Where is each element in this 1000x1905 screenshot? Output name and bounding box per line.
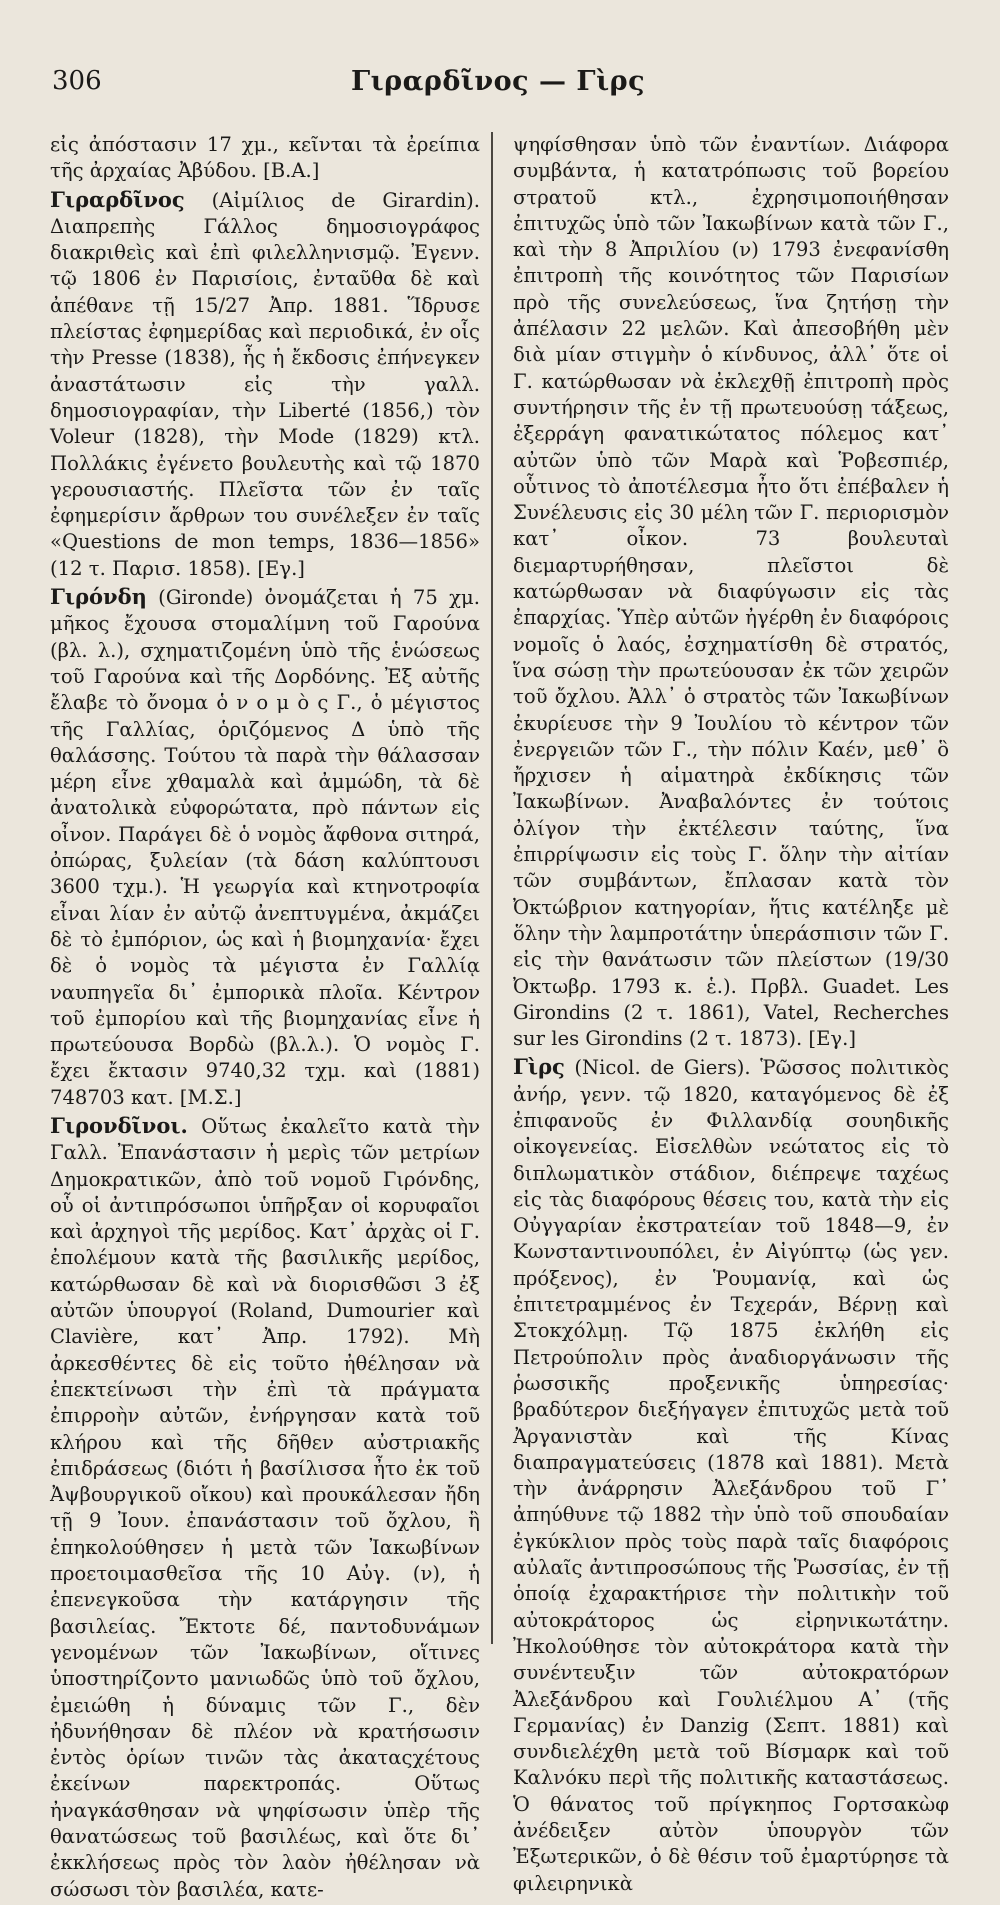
entry-headword: Γὶρς <box>513 1054 565 1080</box>
entry-text: (Nicol. de Giers). Ῥῶσσος πολιτικὸς ἀνήρ, γενν. τῷ 1820, καταγόμενος δὲ ἐξ ἐπιφανοῦς ἐν Φιλλανδίᾳ σουηδικῆς οἰκογενείας. Εἰσελθὼν νεώτατος εἰς τὸ διπλωματικὸν στάδιον, διέπρεψε ταχέως εἰς τὰς διαφόρους θέσεις του, κατὰ τὴν εἰς Οὐγγαρίαν ἐκστρατείαν τοῦ 1848—9, ἐν Κωνσταντινουπόλει, ἐν Αἰγύπτῳ (ὡς γεν. πρόξενος), ἐν Ῥουμανίᾳ, καὶ ὡς ἐπιτετραμμένος ἐν Τεχεράν, Βέρνῃ καὶ Στοκχόλμῃ. Τῷ 1875 ἐκλήθη εἰς Πετρούπολιν πρὸς ἀναδιοργάνωσιν τῆς ῥωσσικῆς προξενικῆς ὑπηρεσίας· βραδύτερον διεξήγαγεν ἐπιτυχῶς μετὰ τοῦ Ἀργανιστὰν καὶ τῆς Κίνας διαπραγματεύσεις (1878 καὶ 1881). Μετὰ τὴν ἀνάρρησιν Ἀλεξάνδρου τοῦ Γ᾽ ἀπηύθυνε τῷ 1882 τὴν ὑπὸ τοῦ σπουδαίαν ἐγκύκλιον πρὸς τοὺς παρὰ ταῖς διαφόροις αὐλαῖς ἀντιπροσώπους τῆς Ῥωσσίας, ἐν τῇ ὁποίᾳ ἐχαρακτήρισε τὴν πολιτικὴν τοῦ αὐτοκράτορος ὡς εἰρηνικωτάτην. Ἠκολούθησε τὸν αὐτοκράτορα κατὰ τὴν συνέντευξιν τῶν αὐτοκρατόρων Ἀλεξάνδρου καὶ Γουλιέλμου Α᾽ (τῆς Γερμανίας) ἐν Danzig (Σεπτ. 1881) καὶ συνδιελέχθη μετὰ τοῦ Βίσμαρκ καὶ τοῦ Καλνόκυ περὶ τῆς πολιτικῆς καταστάσεως. Ὁ θάνατος τοῦ πρίγκηπος Γορτσακὼφ ἀνέδειξεν αὐτὸν ὑπουργὸν τῶν Ἐξωτερικῶν, ὁ δὲ θέσιν τοῦ ἐμαρτύρησε τὰ φιλειρηνικὰ <box>513 1056 949 1895</box>
entry-text: (Gironde) ὀνομάζεται ἡ 75 χμ. μῆκος ἔχουσα στομαλίμνη τοῦ Γαρούνα (βλ. λ.), σχηματιζομένη ὑπὸ τῆς ἑνώσεως τοῦ Γαρούνα καὶ τῆς Δορδόνης. Ἐξ αὐτῆς ἔλαβε τὸ ὄνομα ὁ ν ο μ ὸ ς Γ., ὁ μέγιστος τῆς Γαλλίας, ὁριζόμενος Δ ὑπὸ τῆς θαλάσσης. Τούτου τὰ παρὰ τὴν θάλασσαν μέρη εἶνε χθαμαλὰ καὶ ἀμμώδη, τὰ δὲ ἀνατολικὰ εὐφορώτατα, πρὸ πάντων εἰς οἶνον. Παράγει δὲ ὁ νομὸς ἄφθονα σιτηρά, ὀπώρας, ξυλείαν (τὰ δάση καλύπτουσι 3600 τχμ.). Ἡ γεωργία καὶ κτηνοτροφία εἶναι λίαν ἐν αὐτῷ ἀνεπτυγμένα, ἀκμάζει δὲ τὸ ἐμπόριον, ὡς καὶ ἡ βιομηχανία· ἔχει δὲ ὁ νομὸς τὰ μέγιστα ἐν Γαλλίᾳ ναυπηγεῖα δι᾽ ἐμπορικὰ πλοῖα. Κέντρον τοῦ ἐμπορίου καὶ τῆς βιομηχανίας εἶνε ἡ πρωτεύουσα Βορδὼ (βλ.λ.). Ὁ νομὸς Γ. ἔχει ἔκτασιν 9740,32 τχμ. καὶ (1881) 748703 κατ. [Μ.Σ.] <box>50 586 480 1109</box>
paragraph-text: ψηφίσθησαν ὑπὸ τῶν ἐναντίων. Διάφορα συμβάντα, ἡ κατατρόπωσις τοῦ βορείου στρατοῦ κτλ., ἐχρησιμοποιήθησαν ἐπιτυχῶς ὑπὸ τῶν Ἰακωβίνων κατὰ τῶν Γ., καὶ τὴν 8 Ἀπριλίου (ν) 1793 ἐνεφανίσθη ἐπιτροπὴ τῆς κοινότητος τῶν Παρισίων πρὸ τῆς συνελεύσεως, ἵνα ζητήσῃ τὴν ἀπέλασιν 22 μελῶν. Καὶ ἀπεσοβήθη μὲν διὰ μίαν στιγμὴν ὁ κίνδυνος, ἀλλ᾽ ὅτε οἱ Γ. κατώρθωσαν νὰ ἐκλεχθῇ ἐπιτροπὴ πρὸς συντήρησιν τῆς ἐν τῇ πρωτευούσῃ τάξεως, ἐξερράγη φανατικώτατος πόλεμος κατ᾽ αὐτῶν ὑπὸ τῶν Μαρὰ καὶ Ῥοβεσπιέρ, οὗτινος τὸ ἀποτέλεσμα ἦτο ὅτι ἐπέβαλεν ἡ Συνέλευσις εἰς 30 μέλη τῶν Γ. περιορισμὸν κατ᾽ οἶκον. 73 βουλευταὶ διεμαρτυρήθησαν, πλεῖστοι δὲ κατώρθωσαν νὰ διαφύγωσιν εἰς τὰς ἐπαρχίας. Ὑπὲρ αὐτῶν ἠγέρθη ἐν διαφόροις νομοῖς ὁ λαός, ἐσχηματίσθη δὲ στρατός, ἵνα σώσῃ τὴν πρωτεύουσαν ἐκ τῶν χειρῶν τοῦ ὄχλου. Ἀλλ᾽ ὁ στρατὸς τῶν Ἰακωβίνων ἐκυρίευσε τὴν 9 Ἰουλίου τὸ κέντρον τῶν ἐνεργειῶν τῶν Γ., τὴν πόλιν Καέν, μεθ᾽ ὃ ἤρχισεν ἡ αἱματηρὰ ἐκδίκησις τῶν Ἰακωβίνων. Ἀναβαλόντες ἐν τούτοις ὀλίγον τὴν ἐκτέλεσιν ταύτης, ἵνα ἐπιρρίψωσιν εἰς τοὺς Γ. ὅλην τὴν αἰτίαν τῶν συμβάντων, ἔπλασαν κατὰ τὸν Ὀκτώβριον κατηγορίαν, ἥτις κατέληξε μὲ ὅλην τὴν λαμπροτάτην ὑπεράσπισιν τῶν Γ. εἰς τὴν θανάτωσιν τῶν πλείστων (19/30 Ὀκτωβρ. 1793 κ. ἑ.). Πρβλ. Guadet. Les Girondins (2 τ. 1861), Vatel, Recherches sur les Girondins (2 τ. 1873). [Εγ.] <box>513 133 949 1051</box>
paragraph <box>513 132 949 1052</box>
running-title: Γιραρδῖνος — Γὶρς <box>350 66 646 97</box>
paragraph-text: εἰς ἀπόστασιν 17 χμ., κεῖνται τὰ ἐρείπια τῆς ἀρχαίας Ἀβύδου. [Β.Α.] <box>50 133 480 183</box>
page-number: 306 <box>52 66 102 96</box>
entry-girondins <box>50 1113 480 1903</box>
right-column <box>513 132 949 1899</box>
entry-headword: Γιρόνδη <box>50 584 147 610</box>
entry-text: Οὕτως ἐκαλεῖτο κατὰ τὴν Γαλλ. Ἐπανάστασιν ἡ μερὶς τῶν μετρίων Δημοκρατικῶν, ἀπὸ τοῦ νομοῦ Γιρόνδης, οὗ οἱ ἀντιπρόσωποι ὑπῆρξαν οἱ κορυφαῖοι καὶ ἀρχηγοὶ τῆς μερίδος. Κατ᾽ ἀρχὰς οἱ Γ. ἐπολέμουν κατὰ τῆς βασιλικῆς μερίδος, κατώρθωσαν δὲ καὶ νὰ διορισθῶσι 3 ἐξ αὐτῶν ὑπουργοί (Roland, Dumourier καὶ Clavière, κατ᾽ Ἀπρ. 1792). Μὴ ἀρκεσθέντες δὲ εἰς τοῦτο ἠθέλησαν νὰ ἐπεκτείνωσι τὴν ἐπὶ τὰ πράγματα ἐπιρροὴν αὐτῶν, ἐνήργησαν κατὰ τοῦ κλήρου καὶ τῆς δῆθεν αὐστριακῆς ἐπιδράσεως (διότι ἡ βασίλισσα ἦτο ἐκ τοῦ Ἀψβουργικοῦ οἴκου) καὶ προυκάλεσαν ἤδη τῇ 9 Ἰουν. ἐπανάστασιν τοῦ ὄχλου, ἣ ἐπηκολούθησεν ἡ μετὰ τῶν Ἰακωβίνων προετοιμασθεῖσα τῆς 10 Αὐγ. (ν), ἡ ἐπενεγκοῦσα τὴν κατάργησιν τῆς βασιλείας. Ἔκτοτε δέ, παντοδυνάμων γενομένων τῶν Ἰακωβίνων, οἵτινες ὑποστηρίζοντο μανιωδῶς ὑπὸ τοῦ ὄχλου, ἐμειώθη ἡ δύναμις τῶν Γ., δὲν ἠδυνήθησαν δὲ πλέον νὰ κρατήσωσιν ἐντὸς ὁρίων τινῶν τὰς ἀκαταςχέτους ἐκείνων παρεκτροπάς. Οὕτως ἠναγκάσθησαν νὰ ψηφίσωσιν ὑπὲρ τῆς θανατώσεως τοῦ βασιλέως, καὶ ὅτε δι᾽ ἐκκλήσεως πρὸς τὸν λαὸν ἠθέλησαν νὰ σώσωσι τὸν βασιλέα, κατε- <box>50 1114 480 1901</box>
entry-text: (Αἰμίλιος de Girardin). Διαπρεπὴς Γάλλος δημοσιογράφος διακριθεὶς καὶ ἐπὶ φιλελληνισμῷ. Ἐγενν. τῷ 1806 ἐν Παρισίοις, ἐνταῦθα δὲ καὶ ἀπέθανε τῇ 15/27 Ἀπρ. 1881. Ἵδρυσε πλείστας ἐφημερίδας καὶ περιοδικά, ἐν οἷς τὴν Presse (1838), ἧς ἡ ἔκδοσις ἐπήνεγκεν ἀναστάτωσιν εἰς τὴν γαλλ. δημοσιογραφίαν, τὴν Liberté (1856,) τὸν Voleur (1828), τὴν Mode (1829) κτλ. Πολλάκις ἐγένετο βουλευτὴς καὶ τῷ 1870 γερουσιαστής. Πλεῖστα τῶν ἐν ταῖς ἐφημερίσιν ἄρθρων του συνέλεξεν ἐν ταῖς «Questions de mon temps, 1836—1856» (12 τ. Παρισ. 1858). [Εγ.] <box>50 188 480 580</box>
page-header <box>52 66 944 102</box>
left-column <box>50 132 480 1905</box>
entry-headword: Γιρονδῖνοι. <box>50 1112 188 1138</box>
paragraph <box>50 132 480 185</box>
entry-girardin <box>50 187 480 582</box>
entry-headword: Γιραρδῖνος <box>50 186 185 212</box>
entry-giers <box>513 1054 949 1897</box>
entry-gironde <box>50 584 480 1111</box>
column-divider <box>491 132 493 1644</box>
